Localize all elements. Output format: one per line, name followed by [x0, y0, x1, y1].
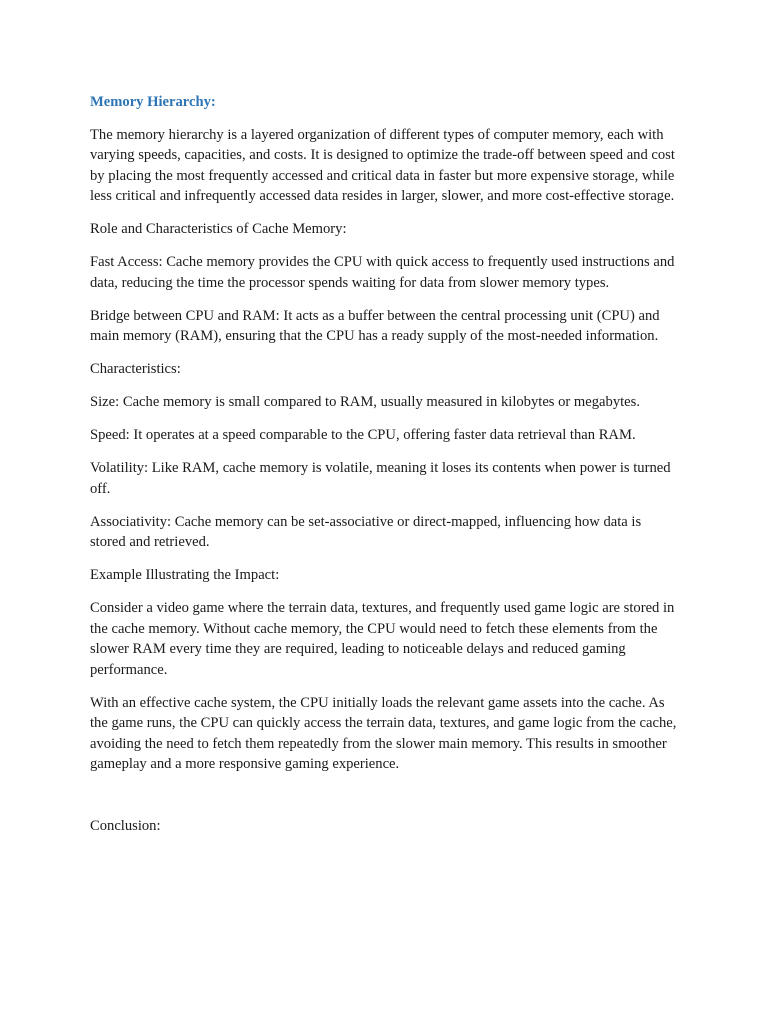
paragraph-size: Size: Cache memory is small compared to RAM, usually measured in kilobytes or megabytes.	[90, 394, 640, 410]
paragraph-volatility: Volatility: Like RAM, cache memory is volatile, meaning it loses its contents when power is turned off.	[90, 460, 671, 497]
paragraph-speed: Speed: It operates at a speed comparable to the CPU, offering faster data retrieval than RAM.	[90, 427, 636, 443]
section-heading: Memory Hierarchy:	[90, 94, 216, 110]
paragraph-fast-access: Fast Access: Cache memory provides the CPU with quick access to frequently used instructions and data, reducing the time the processor spends waiting for data from slower memory types.	[90, 254, 675, 291]
paragraph-cache-role-heading: Role and Characteristics of Cache Memory:	[90, 221, 347, 237]
paragraph-memory-hierarchy-intro: The memory hierarchy is a layered organization of different types of computer memory, each with varying speeds, capacities, and costs. It is designed to optimize the trade-off between speed and cost by placing the most frequently accessed and critical data in faster but more expensive storage, while less critical and infrequently accessed data resides in larger, slower, and more cost-effective storage.	[90, 126, 675, 204]
paragraph-effective-cache: With an effective cache system, the CPU initially loads the relevant game assets into the cache. As the game runs, the CPU can quickly access the terrain data, textures, and game logic from the cache, avoiding the need to fetch them repeatedly from the slower main memory. This results in smoother gameplay and a more responsive gaming experience.	[90, 694, 677, 772]
paragraph-conclusion-heading: Conclusion:	[90, 817, 161, 834]
paragraph-associativity: Associativity: Cache memory can be set-associative or direct-mapped, influencing how data is stored and retrieved.	[90, 513, 642, 550]
paragraph-example-heading: Example Illustrating the Impact:	[90, 567, 280, 583]
paragraph-characteristics-heading: Characteristics:	[90, 361, 181, 377]
document-page	[90, 92, 680, 849]
paragraph-video-game-example: Consider a video game where the terrain data, textures, and frequently used game logic are stored in the cache memory. Without cache memory, the CPU would need to fetch these elements from the slower RAM every time they are required, leading to noticeable delays and reduced gaming performance.	[90, 600, 675, 678]
paragraph-bridge-cpu-ram: Bridge between CPU and RAM: It acts as a buffer between the central processing unit (CPU) and main memory (RAM), ensuring that the CPU has a ready supply of the most-needed information.	[90, 307, 660, 344]
